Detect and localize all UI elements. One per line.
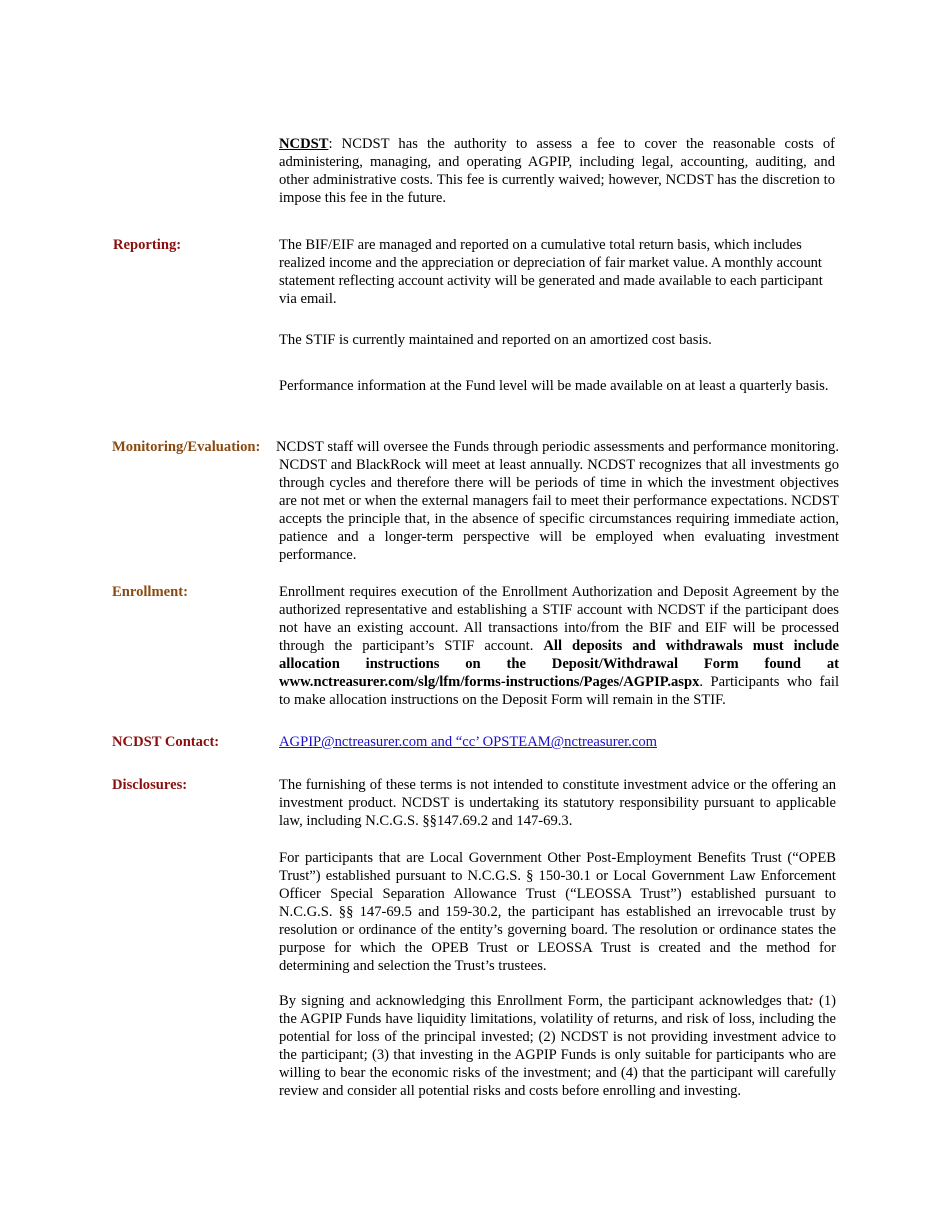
disclosures-paragraph-2: For participants that are Local Government Other Post-Employment Benefits Trust (“OPEB Trust”) established pursuant to N.C.G.S. § 150-30.1 or Local Government Law Enforcement Officer Special Separation Allowance Trust (“LEOSSA Trust”) established pursuant to N.C.G.S. §§ 147-69.5 and 159-30.2, the participant has established an irrevocable trust by resolution or ordinance of the entity’s governing board. The resolution or ordinance states the purpose for which the OPEB Trust or LEOSSA Trust is created and the method for determining and selection the Trust’s trustees.: [279, 850, 836, 974]
contact-row: [279, 733, 838, 751]
ncdst-fee-label: NCDST: [279, 136, 329, 152]
monitoring-paragraph: NCDST staff will oversee the Funds through periodic assessments and performance monitoring. NCDST and BlackRock will meet at least annually. NCDST recognizes that all investments go through cycles and therefore there will be periods of time in which the investment objectives are not met or when the external managers fail to meet their performance expectations. NCDST accepts the principle that, in the absence of specific circumstances requiring immediate action, patience and a longer-term perspective will be employed when evaluating investment performance.: [276, 439, 839, 563]
contact-email-link[interactable]: AGPIP@nctreasurer.com and “cc’ OPSTEAM@nctreasurer.com: [279, 734, 657, 750]
enrollment-bold-instructions: All deposits and withdrawals must include allocation instructions on the Deposit/Withdrawal Form found at www.nctreasurer.com/slg/lfm/forms-instructions/Pages/AGPIP.aspx: [279, 638, 839, 690]
enrollment-label: Enrollment:: [112, 584, 188, 600]
enrollment-text: Enrollment requires execution of the Enrollment Authorization and Deposit Agreement by the authorized representative and establishing a STIF account with NCDST if the participant does not have an existing account. All transactions into/from the BIF and EIF will be processed through the participant’s STIF account.: [279, 584, 839, 654]
disclosures-paragraph-3: [279, 992, 836, 1100]
disclosures-p3-lead: By signing and acknowledging this Enrollment Form, the participant acknowledges that: [279, 993, 809, 1009]
reporting-paragraph-2: The STIF is currently maintained and reported on an amortized cost basis.: [279, 332, 712, 348]
ncdst-fee-text: : NCDST has the authority to assess a fee to cover the reasonable costs of administering, managing, and operating AGPIP, including legal, accounting, auditing, and other administrative costs. This fee is currently waived; however, NCDST has the discretion to impose this fee in the future.: [279, 136, 835, 206]
ncdst-fee-paragraph: [279, 135, 835, 207]
disclosures-paragraph-1: The furnishing of these terms is not intended to constitute investment advice or the offering an investment product. NCDST is undertaking its statutory responsibility pursuant to applicable law, including N.C.G.S. §§147.69.2 and 147-69.3.: [279, 777, 836, 829]
enrollment-paragraph: [279, 583, 839, 709]
contact-label: NCDST Contact:: [112, 734, 220, 750]
disclosures-p3-colon: :: [808, 993, 814, 1009]
disclosures-label: Disclosures:: [112, 777, 188, 793]
reporting-paragraph-3: Performance information at the Fund level will be made available on at least a quarterly basis.: [279, 378, 829, 394]
reporting-label: Reporting:: [113, 237, 182, 253]
monitoring-label: Monitoring/Evaluation:: [112, 439, 261, 455]
reporting-paragraph-1: The BIF/EIF are managed and reported on a cumulative total return basis, which includes realized income and the appreciation or depreciation of fair market value. A monthly account statement reflecting account activity will be generated and made available to each participant via email.: [279, 237, 823, 307]
disclosures-p3-body: (1) the AGPIP Funds have liquidity limitations, volatility of returns, and risk of loss, including the potential for loss of the principal invested; (2) NCDST is not providing investment advice to the participant; (3) that investing in the AGPIP Funds is only suitable for participants who are willing to bear the economic risks of the investment; and (4) that the participant will carefully review and consider all potential risks and costs before enrolling and investing.: [279, 993, 836, 1099]
enrollment-tail: . Participants who fail to make allocation instructions on the Deposit Form will remain in the STIF.: [279, 674, 839, 708]
